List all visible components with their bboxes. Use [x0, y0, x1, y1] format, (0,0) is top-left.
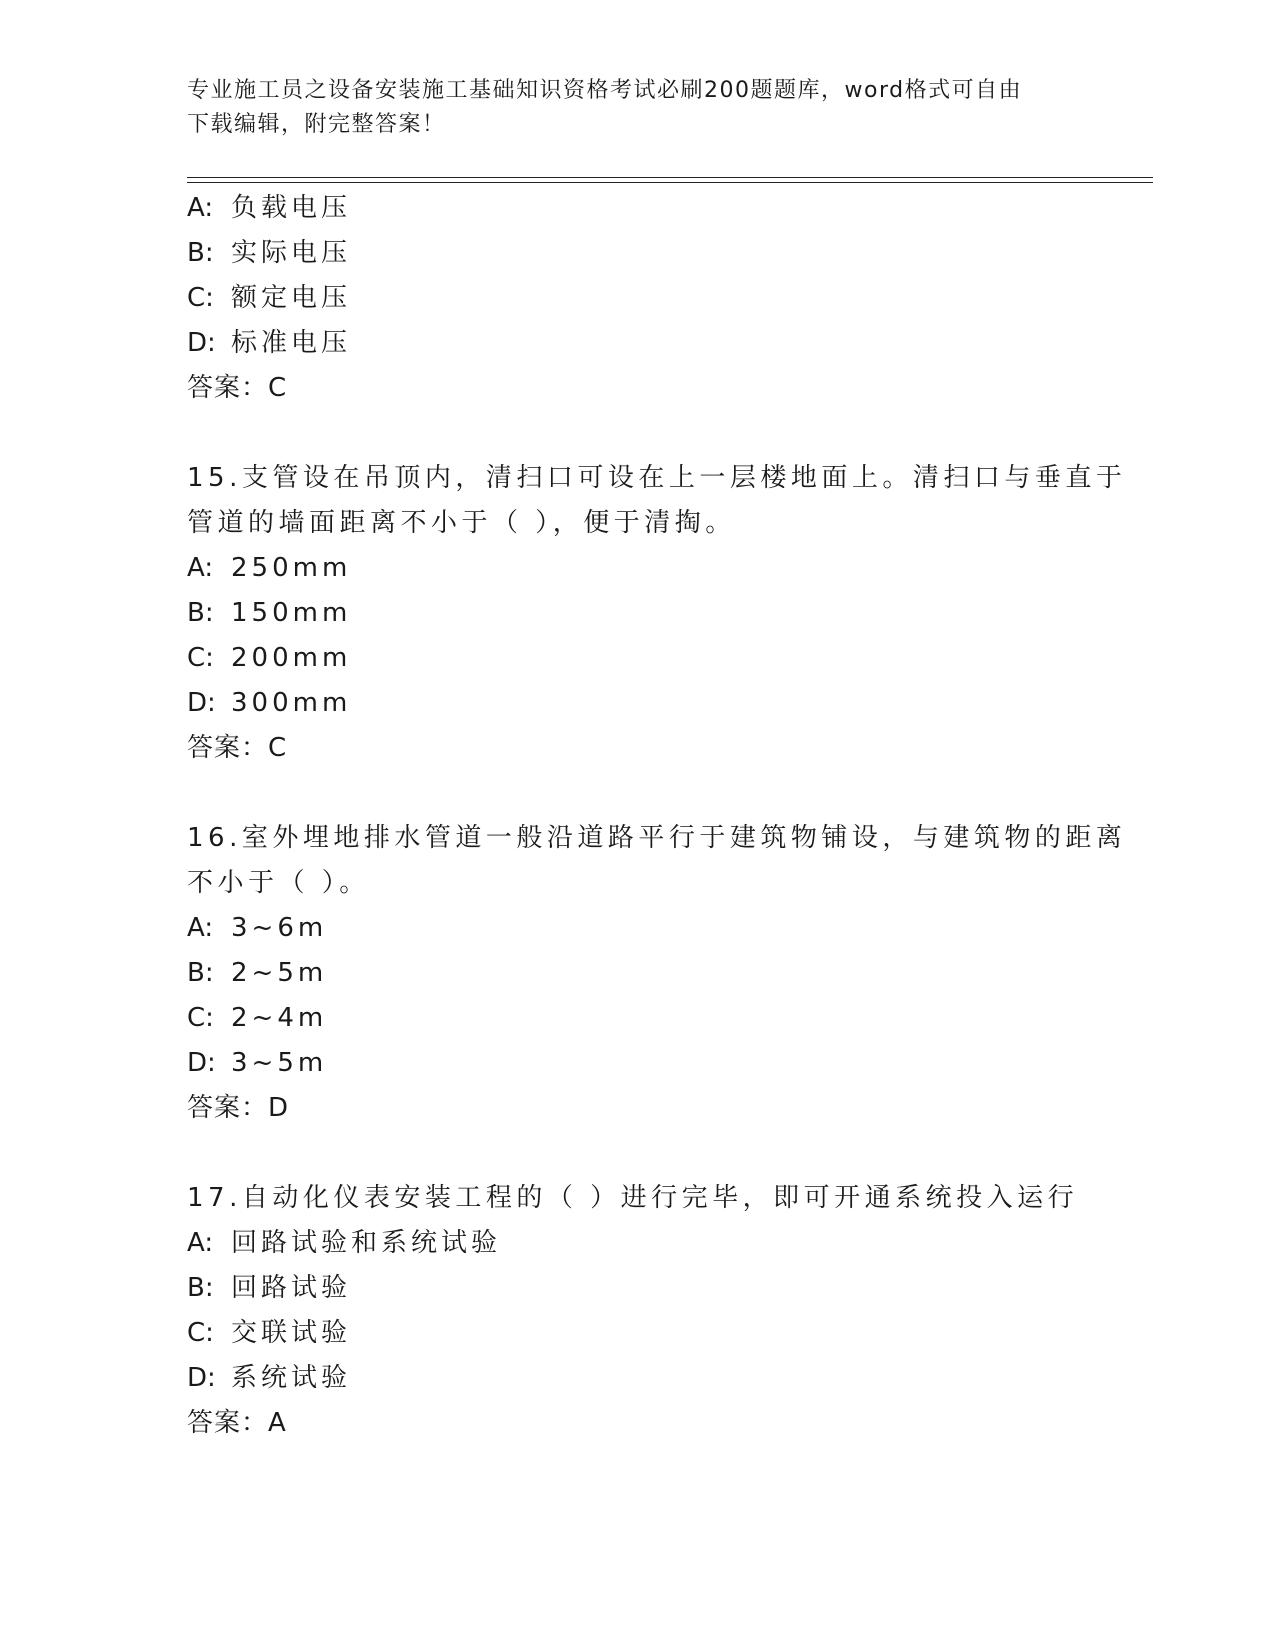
option-letter: B: [187, 598, 214, 628]
header-divider-bottom [187, 182, 1153, 183]
option-text: 额定电压 [231, 283, 352, 313]
q16-option-a [187, 911, 327, 945]
option-text: 2~4m [231, 1003, 328, 1033]
q14-answer: 答案：C [187, 373, 288, 403]
q17-option-b [187, 1271, 351, 1305]
q17-answer: 答案：A [187, 1408, 287, 1438]
option-letter: D: [187, 328, 216, 358]
header-divider-top [187, 177, 1153, 178]
option-text: 交联试验 [231, 1318, 352, 1348]
option-letter: B: [187, 238, 214, 268]
option-letter: C: [187, 283, 214, 313]
option-letter: A: [187, 553, 214, 583]
option-letter: D: [187, 1048, 216, 1078]
q16-stem-line-1: 16.室外埋地排水管道一般沿道路平行于建筑物铺设，与建筑物的距离 [187, 823, 1127, 853]
q15-option-b [187, 596, 351, 630]
option-text: 负载电压 [231, 193, 352, 223]
q17-stem-line-1: 17.自动化仪表安装工程的（ ）进行完毕，即可开通系统投入运行 [187, 1183, 1079, 1213]
option-letter: A: [187, 193, 214, 223]
option-text: 实际电压 [231, 238, 352, 268]
option-letter: B: [187, 958, 214, 988]
q14-option-c [187, 281, 351, 315]
q15-stem-line-2: 管道的墙面距离不小于（ ），便于清掏。 [187, 508, 736, 538]
q16-option-b [187, 956, 327, 990]
q17-option-c [187, 1316, 351, 1350]
option-letter: A: [187, 1228, 214, 1258]
option-text: 系统试验 [231, 1363, 352, 1393]
option-text: 200mm [231, 643, 352, 673]
q16-stem-line-2: 不小于（ ）。 [187, 868, 370, 898]
option-text: 2~5m [231, 958, 328, 988]
option-letter: A: [187, 913, 214, 943]
header-line-1: 专业施工员之设备安装施工基础知识资格考试必刷200题题库，word格式可自由 [187, 78, 1023, 103]
q17-option-d [187, 1361, 351, 1395]
q15-option-d [187, 686, 351, 720]
option-letter: C: [187, 643, 214, 673]
option-text: 标准电压 [231, 328, 352, 358]
q14-option-d [187, 326, 351, 360]
q15-answer: 答案：C [187, 733, 288, 763]
option-letter: C: [187, 1318, 214, 1348]
option-letter: B: [187, 1273, 214, 1303]
option-text: 150mm [231, 598, 352, 628]
option-text: 回路试验和系统试验 [231, 1228, 502, 1258]
q17-option-a [187, 1226, 501, 1260]
option-text: 3~5m [231, 1048, 328, 1078]
q16-answer: 答案：D [187, 1093, 290, 1123]
option-letter: D: [187, 1363, 216, 1393]
q15-stem-line-1: 15.支管设在吊顶内，清扫口可设在上一层楼地面上。清扫口与垂直于 [187, 463, 1127, 493]
option-letter: D: [187, 688, 216, 718]
q14-option-b [187, 236, 351, 270]
option-text: 300mm [231, 688, 352, 718]
option-letter: C: [187, 1003, 214, 1033]
option-text: 3~6m [231, 913, 328, 943]
header-line-2: 下载编辑，附完整答案！ [187, 112, 446, 137]
q14-option-a [187, 191, 351, 225]
q15-option-c [187, 641, 351, 675]
q15-option-a [187, 551, 351, 585]
q16-option-c [187, 1001, 327, 1035]
document-header [187, 74, 1067, 142]
option-text: 回路试验 [231, 1273, 352, 1303]
q16-option-d [187, 1046, 327, 1080]
option-text: 250mm [231, 553, 352, 583]
